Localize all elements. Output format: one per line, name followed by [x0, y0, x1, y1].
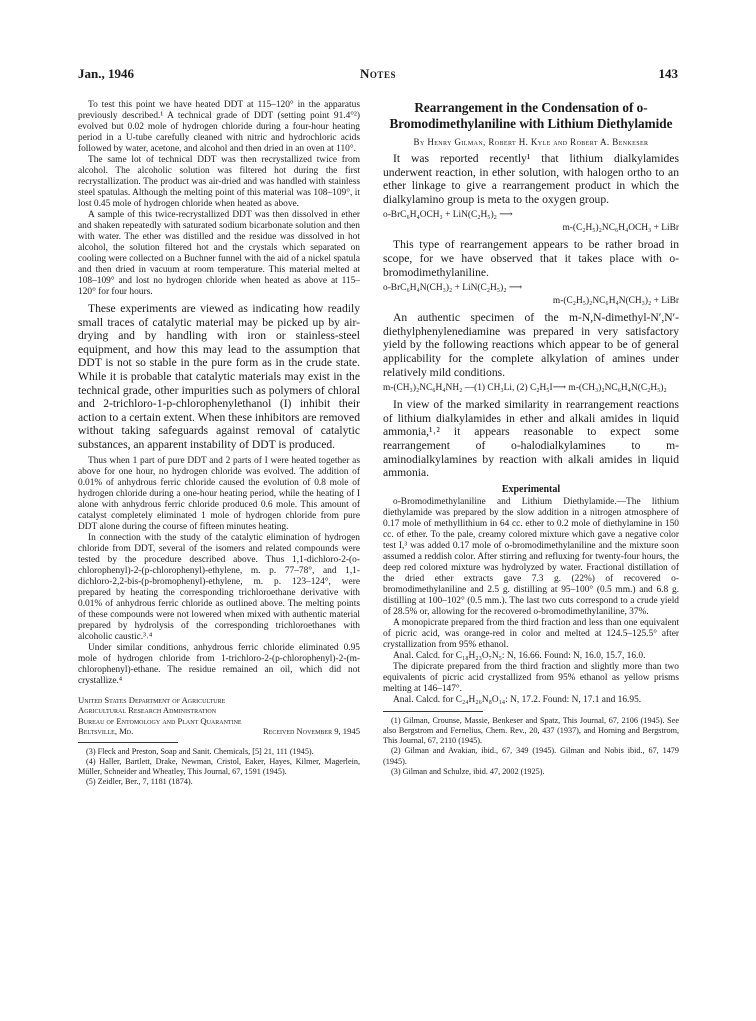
footnote-divider [383, 711, 483, 712]
paragraph: In connection with the study of the catalytic elimination of hydrogen chloride from DDT, several of the isomers and related compounds were tested by the procedure described above. Thus 1,1-dichloro-2-(o-chlorophenyl)-2-(p-chlorophenyl)-ethylene, m. p. 77–78°, and 1,1-dichloro-2,2-bis-(p-bromophenyl)-ethylene, m. p. 123–124°, were prepared by heating the corresponding trichloroethane derivative with 0.01% of anhydrous ferric chloride as outlined above. The melting points of these compounds were not lowered when mixed with authentic material prepared by hydrolysis of the corresponding trichloroethanes with alcoholic caustic.³˒⁴ [78, 532, 360, 642]
paragraph: An authentic specimen of the m-N,N-dimethyl-N′,N′-diethylphenylenediamine was prepared in very satisfactory yield by the following reactions which appear to be of general applicability for the complete alkylation of amines under relatively mild conditions. [383, 311, 679, 379]
equation: o-BrC₆H₄N(CH₃)₂ + LiN(C₂H₅)₂ ⟶ [383, 283, 523, 294]
footnote: (3) Gilman and Schulze, ibid. 47, 2002 (1925). [391, 766, 545, 776]
header-section: Notes [360, 66, 396, 81]
paragraph: Anal. Calcd. for C₁₈H₂₃O₇N₅: N, 16.66. Found: N, 16.0, 15.7, 16.0. [393, 650, 646, 661]
paragraph: A sample of this twice-recrystallized DDT was then dissolved in ether and shaken repeatedly with saturated sodium bicarbonate solution and then with water. The ether was distilled and the residue was dissolved in hot alcohol, the solution filtered hot and the crystals which separated on cooling were collected on a Buchner funnel with the aid of a nickel spatula and then dried in vacuum at room temperature. This material melted at 108–109° and lost no hydrogen chloride when heated as above at 115–120° for four hours. [78, 210, 360, 297]
paragraph: These experiments are viewed as indicating how readily small traces of catalytic material may be picked up by air-drying and by handling with iron or stainless-steel equipment, and how this may lead to the assumption that DDT is not so stable in the pure form as in the crude state. While it is probable that catalytic materials may exist in the technical grade, other impurities such as polymers of chloral and 2-trichloro-1-p-chlorophenylethanol (I) inhibit their action to a certain extent. When these inhibitors are removed without taking safeguards against removal of catalytic substances, an apparent instability of DDT is produced. [78, 302, 360, 451]
paragraph: Under similar conditions, anhydrous ferric chloride eliminated 0.95 mole of hydrogen chloride from 1-trichloro-2-(p-chlorophenyl)-2-(m-chlorophenyl)-ethane. The residue remained an oil, which did not crystallize.⁴ [78, 642, 360, 686]
affiliation-line: Beltsville, Md. [78, 726, 134, 737]
paragraph: In view of the marked similarity in rearrangement reactions of lithium dialkylamides in ether and alkali amides in liquid ammonia,¹˒² it appears reasonable to expect some rearrangement of o-halodialkylamines to m-aminodialkylamines by reaction with alkali amides in liquid ammonia. [383, 398, 679, 480]
paragraph: The same lot of technical DDT was then recrystallized twice from alcohol. The alcoholic solution was filtered hot during the first recrystallization. The product was air-dried and was handled with stainless steel spatulas. Although the melting point of this material was 108–109°, it lost 0.45 mole of hydrogen chloride when heated as above. [78, 155, 360, 209]
equation: m-(CH₃)₂NC₆H₄NH₂ —(1) CH₃Li, (2) C₂H₅I⟶ m-(CH₃)₂NC₆H₄N(C₂H₅)₂ [383, 383, 667, 394]
paragraph: To test this point we have heated DDT at 115–120° in the apparatus previously described.¹ A technical grade of DDT (setting point 91.4°²) evolved but 0.02 mole of hydrogen chloride during a four-hour heating period in a U-tube carefully cleaned with nitric and hydrochloric acids followed by water, acetone, and alcohol and then dried in an oven at 110°. [78, 100, 360, 154]
paragraph: The dipicrate prepared from the third fraction and slightly more than two equivalents of picric acid crystallized from 95% ethanol as yellow prisms melting at 146–147°. [383, 661, 679, 694]
paragraph: A monopicrate prepared from the third fraction and less than one equivalent of picric acid, was orange-red in color and melted at 124.5–125.5° after crystallization from 95% ethanol. [383, 617, 679, 650]
paragraph: o-Bromodimethylaniline and Lithium Diethylamide.—The lithium diethylamide was prepared by the slow addition in a nitrogen atmosphere of 0.17 mole of methyllithium in 64 cc. ether to 0.2 mole of diethylamine in 150 cc. of ether. To the pale, creamy colored mixture which gave a negative color test I,³ was added 0.17 mole of o-bromodimethylaniline and the mixture soon assumed a reddish color. After stirring and refluxing for twenty-four hours, the deep red colored mixture was hydrolyzed by water. Fractional distillation of the dried ether extracts gave 7.3 g. (22%) of recovered o-bromodimethylaniline and 2.5 g. distilling at 95–100° (0.5 mm.) and 6.8 g. distilling at 100–102° (0.5 mm.). The last two cuts correspond to a crude yield of 28.5% or, allowing for the recovered o-bromodimethylaniline, 37%. [383, 496, 679, 617]
paragraph: It was reported recently¹ that lithium dialkylamides underwent reaction, in ether solution, with halogen ortho to an ether linkage to give a rearrangement product in which the dialkylamino group is meta to the oxygen group. [383, 152, 679, 206]
paragraph: Thus when 1 part of pure DDT and 2 parts of I were heated together as above for one hour, no hydrogen chloride was evolved. The addition of 0.01% of anhydrous ferric chloride caused the evolution of 0.8 mole of hydrogen chloride during a one-hour heating period, while the heating of I alone with anhydrous ferric chloride produced 0.6 mole. This amount of catalyst completely eliminated 1 mole of hydrogen chloride from pure DDT alone during the course of fifteen minutes heating. [78, 455, 360, 532]
header-date: Jan., 1946 [78, 66, 134, 81]
received-date: Received November 9, 1945 [262, 726, 360, 737]
left-column [78, 100, 360, 1000]
equation: o-BrC₆H₄OCH₃ + LiN(C₂H₅)₂ ⟶ [383, 210, 513, 221]
affiliation-line: Agricultural Research Administration [78, 705, 217, 716]
running-header [78, 66, 678, 86]
affiliation-line: United States Department of Agriculture [78, 694, 226, 705]
section-heading: Experimental [501, 483, 561, 495]
paragraph: This type of rearrangement appears to be rather broad in scope, for we have observed that it takes place with o-bromodimethylaniline. [383, 238, 679, 279]
affiliation-block [78, 695, 360, 737]
footnote: (5) Zeidler, Ber., 7, 1181 (1874). [86, 777, 193, 787]
footnote: (2) Gilman and Avakian, ibid., 67, 349 (1945). Gilman and Nobis ibid., 67, 1479 (1945). [383, 746, 679, 766]
affiliation-line: Bureau of Entomology and Plant Quarantine [78, 715, 242, 726]
footnote: (1) Gilman, Crounse, Massie, Benkeser and Spatz, This Journal, 67, 2106 (1945). See also Bergstrom and Fernelius, Chem. Rev., 20, 437 (1937), and Horning and Bergstrom, This Journal, 67, 2110 (1945). [383, 715, 679, 746]
footnote-divider [78, 742, 178, 743]
equation: m-(C₂H₅)₂NC₆H₄OCH₃ + LiBr [562, 223, 679, 234]
footnote: (3) Fleck and Preston, Soap and Sanit. Chemicals, [5] 21, 111 (1945). [86, 746, 314, 756]
footnote: (4) Haller, Bartlett, Drake, Newman, Cristol, Eaker, Hayes, Kilmer, Magerlein, Müller, Schneider and Wheatley, This Journal, 67, 1591 (1945). [78, 756, 360, 776]
article-authors: By Henry Gilman, Robert H. Kyle and Robert A. Benkeser [413, 137, 649, 147]
equation: m-(C₂H₅)₂NC₆H₄N(CH₃)₂ + LiBr [552, 296, 679, 307]
header-page-number: 143 [658, 66, 678, 81]
article-title: Rearrangement in the Condensation of o-Bromodimethylaniline with Lithium Diethylamide [389, 100, 673, 131]
right-column [383, 100, 679, 1000]
paragraph: Anal. Calcd. for C₂₄H₂₆N₈O₁₄: N, 17.2. Found: N, 17.1 and 16.95. [393, 694, 642, 705]
